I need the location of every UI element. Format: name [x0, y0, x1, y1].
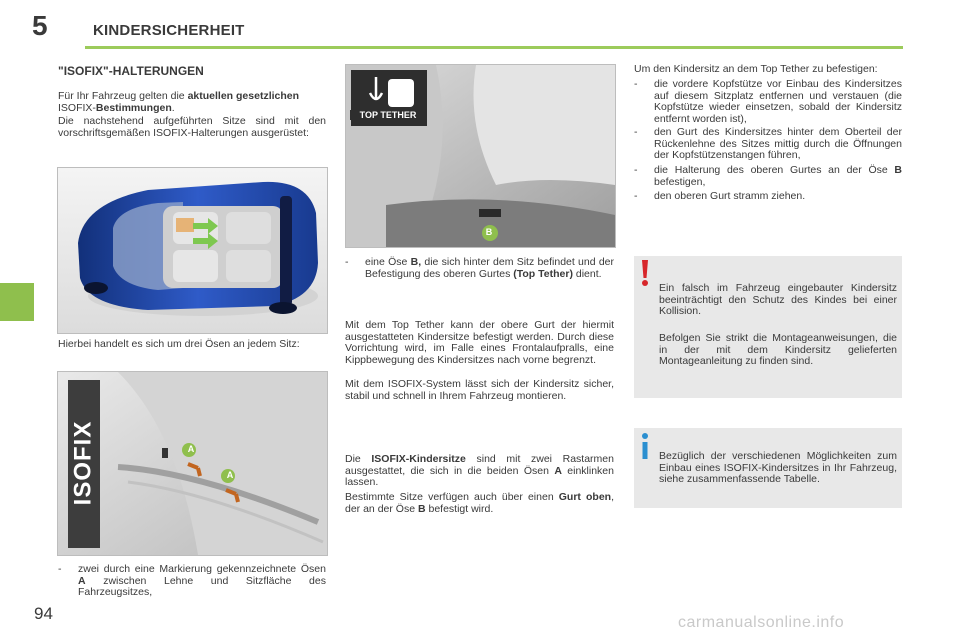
- header-divider: [85, 46, 903, 49]
- bullet-text: zwischen Lehne und Sitzfläche des Fahrzeugsitzes,: [78, 574, 326, 598]
- bullet-dash: -: [58, 563, 62, 575]
- intro-bold: aktuellen gesetzlichen: [187, 90, 300, 102]
- page-number: 94: [34, 604, 53, 623]
- intro-text: ISOFIX-: [58, 101, 96, 114]
- step-bold: B: [894, 164, 902, 176]
- warning-text: Befolgen Sie strikt die Montageanweisungen, die in der mit dem Kindersitz gelieferten Montageanleitung zu finden sind.: [659, 332, 897, 367]
- paragraph-bold: B: [417, 502, 426, 515]
- convertible-car-illustration: [58, 168, 327, 333]
- top-tether-label: TOP TETHER: [350, 110, 426, 120]
- bullet-text: die sich hinter dem Sitz befindet und der Befestigung des oberen Gurtes: [365, 256, 614, 280]
- car-top-view-figure: [57, 167, 328, 334]
- isofix-label: ISOFIX: [69, 420, 96, 506]
- bullet-dash: -: [634, 126, 638, 138]
- warning-exclamation-icon: [639, 259, 651, 287]
- warning-box: [634, 256, 902, 398]
- anchor-a-marker: A: [226, 470, 234, 480]
- bullet-anchor-b: [345, 257, 614, 280]
- info-text: Bezüglich der verschiedenen Möglichkeiten zum Einbau eines ISOFIX-Kindersitzes in Ihr Fahrzeug, siehe zusammenfassende Tabelle.: [659, 450, 897, 485]
- step-text: den oberen Gurt stramm ziehen.: [654, 190, 806, 202]
- paragraph-text: Die: [345, 453, 372, 465]
- isofix-system-paragraph: Mit dem ISOFIX-System lässt sich der Kindersitz sicher, stabil und schnell in Ihrem Fahrzeug montieren.: [345, 378, 614, 402]
- anchor-a-marker: A: [187, 444, 195, 454]
- step-text: die vordere Kopfstütze vor Einbau des Kindersitzes auf diesem Sitzplatz entfernen und verstauen (die Kopfstütze wieder einsetzen, sobald der Kindersitz entfernt worden ist),: [654, 78, 902, 125]
- procedure-intro: Um den Kindersitz an dem Top Tether zu befestigen:: [634, 63, 878, 75]
- rear-seat-illustration: [346, 65, 615, 247]
- chapter-side-tab: [0, 283, 34, 321]
- paragraph-text: Bestimmte Sitze verfügen auch über einen: [345, 491, 559, 503]
- bullet-dash: -: [634, 164, 638, 176]
- section-title: "ISOFIX"-HALTERUNGEN: [58, 64, 204, 78]
- step-text: den Gurt des Kindersitzes hinter dem Oberteil der Rückenlehne des Sitzes mittig durch die Öffnungen der Kopfstützenstangen führen,: [654, 126, 902, 161]
- paragraph-bold: A: [554, 464, 562, 477]
- step-text: befestigen,: [654, 175, 706, 188]
- intro-paragraph: [58, 91, 326, 114]
- bullet-anchors-a: [58, 564, 326, 599]
- paragraph-bold: Gurt oben: [558, 491, 612, 503]
- bullet-text: eine Öse: [365, 256, 411, 268]
- chapter-title: KINDERSICHERHEIT: [93, 22, 245, 39]
- step-text: die Halterung des oberen Gurtes an der Öse: [654, 164, 895, 176]
- bullet-dash: -: [345, 256, 349, 268]
- isofix-label-container: [67, 379, 99, 547]
- paragraph-text: sind mit zwei Rastarmen ausgestattet, die sich in die beiden Ösen: [345, 453, 614, 477]
- isofix-seats-paragraph: [345, 454, 614, 489]
- info-icon: [639, 432, 651, 460]
- three-anchors-text: Hierbei handelt es sich um drei Ösen an jedem Sitz:: [58, 338, 300, 350]
- bullet-bold: A: [78, 574, 86, 587]
- procedure-step: [634, 127, 902, 162]
- bullet-bold: (Top Tether): [513, 267, 573, 280]
- paragraph-text: , der an der Öse: [345, 491, 614, 515]
- bullet-text: dient.: [572, 267, 602, 280]
- watermark: carmanualsonline.info: [678, 614, 845, 631]
- chapter-number: 5: [32, 10, 48, 41]
- procedure-step: [634, 191, 902, 203]
- bullet-dash: -: [634, 190, 638, 202]
- intro-text: .: [171, 101, 175, 114]
- seats-paragraph: Die nachstehend aufgeführten Sitze sind mit den vorschriftsgemäßen ISOFIX-Halterungen ausgerüstet:: [58, 115, 326, 139]
- top-tether-paragraph: Mit dem Top Tether kann der obere Gurt der hiermit ausgestatteten Kindersitze befestigt werden. Durch diese Vorrichtung wird, im Falle eines Frontalaufpralls, eine Kippbewegung des Kindersitzes nach vorne begrenzt.: [345, 319, 614, 366]
- top-strap-paragraph: [345, 492, 614, 515]
- paragraph-text: einklinken lassen.: [345, 464, 614, 488]
- bullet-text: zwei durch eine Markierung gekennzeichnete Ösen: [78, 563, 326, 575]
- warning-text: Ein falsch im Fahrzeug eingebauter Kindersitz beeinträchtigt den Schutz des Kindes bei einer Kollision.: [659, 282, 897, 317]
- anchor-b-marker: B: [485, 227, 493, 237]
- procedure-step: [634, 165, 902, 188]
- intro-bold: Bestimmungen: [95, 101, 172, 114]
- procedure-step: [634, 79, 902, 125]
- intro-text: Für Ihr Fahrzeug gelten die: [58, 90, 188, 102]
- bullet-dash: -: [634, 78, 638, 90]
- paragraph-bold: ISOFIX-Kindersitze: [371, 453, 466, 465]
- bullet-bold: B,: [410, 256, 422, 268]
- paragraph-text: befestigt wird.: [425, 502, 494, 515]
- top-tether-figure: [345, 64, 616, 248]
